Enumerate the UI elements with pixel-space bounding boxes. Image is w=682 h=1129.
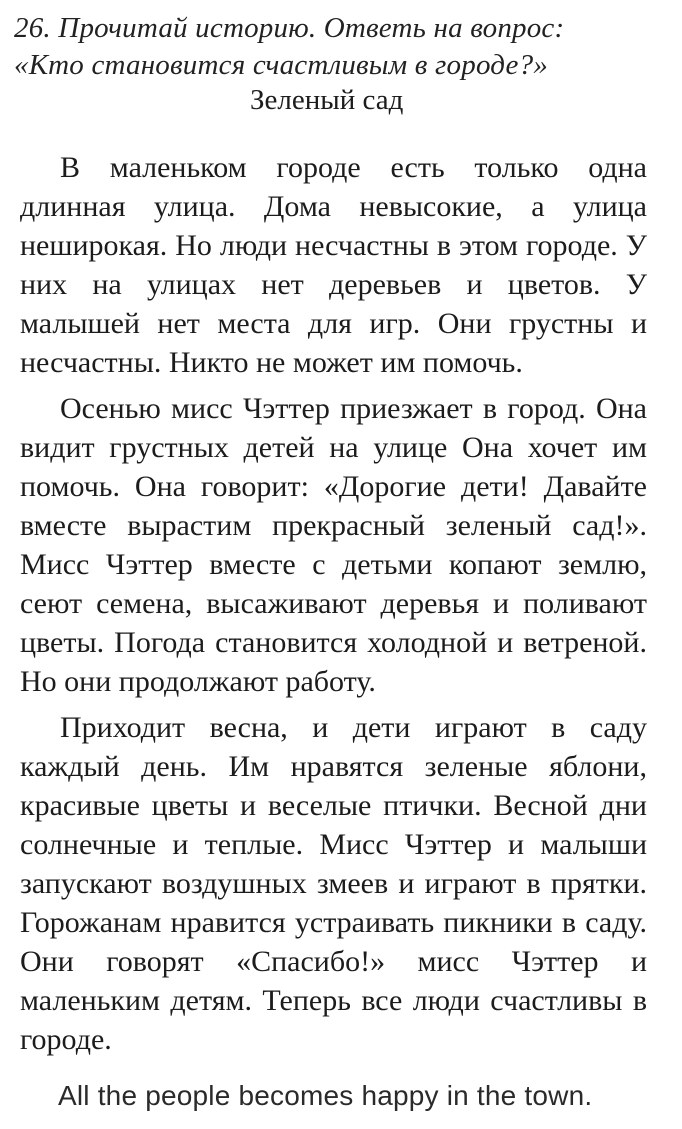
- task-line-2: «Кто становится счастливым в городе?»: [14, 49, 548, 81]
- story-paragraph-2: Осенью мисс Чэттер приезжает в город. Она видит грустных детей на улице Она хочет им помочь. Она говорит: «Дорогие дети! Давайте вместе вырастим прекрасный зеленый сад!». Мисс Чэттер вместе с детьми копают землю, сеют семена, высаживают деревья и поливают цветы. Погода становится холодной и ветреной. Но они продолжают работу.: [20, 392, 647, 698]
- story-paragraph-1: В маленьком городе есть только одна длинная улица. Дома невысокие, а улица неширокая. Но люди несчастны в этом городе. У них на улицах нет деревьев и цветов. У малышей нет места для игр. Они грустны и несчастны. Никто не может им помочь.: [20, 151, 647, 379]
- task-instruction: [14, 10, 654, 84]
- story-paragraph-3: Приходит весна, и дети играют в саду каждый день. Им нравятся зеленые яблони, красивые цветы и веселые птички. Весной дни солнечные и теплые. Мисс Чэттер и малыши запускают воздушных змеев и играют в прятки. Горожанам нравится устраивать пикники в саду. Они говорят «Спасибо!» мисс Чэттер и маленьким детям. Теперь все люди счастливы в городе.: [20, 711, 647, 1056]
- task-line-1: 26. Прочитай историю. Ответь на вопрос:: [14, 12, 565, 44]
- story-body: [20, 148, 647, 1066]
- handwritten-answer: All the people becomes happy in the town.: [58, 1080, 593, 1111]
- story-title: Зеленый сад: [250, 84, 404, 116]
